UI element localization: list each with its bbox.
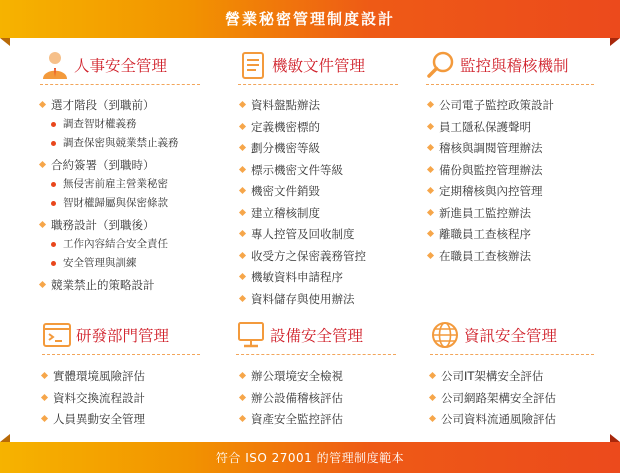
footer-fold-right [610,434,620,442]
list-item: 合約簽署（到職時） [40,158,179,172]
list-item: 競業禁止的策略設計 [40,278,179,292]
list-item: 機敏資料申請程序 [240,270,366,284]
personnel-section [40,50,210,310]
list-item: 離職員工查核程序 [428,227,554,241]
equipment-section [236,320,408,430]
banner-fold-right [610,38,620,46]
list-item: 機密文件銷毀 [240,184,366,198]
list-item: 備份與監控管理辦法 [428,163,554,177]
list-item: 收受方之保密義務管控 [240,249,366,263]
list-item: 建立稽核制度 [240,206,366,220]
list-item: 實體環境風險評估 [42,369,145,383]
list-item: 辦公設備稽核評估 [240,391,343,405]
equipment-title: 設備安全管理 [270,327,364,345]
list-item: 辦公環境安全檢視 [240,369,343,383]
rnd-title: 研發部門管理 [76,327,170,345]
monitoring-title: 監控與稽核機制 [460,57,569,75]
footer-text: 符合 ISO 27001 的管理制度範本 [215,451,405,465]
title-banner [0,0,620,38]
infosec-section [430,320,610,430]
documents-section [238,50,408,310]
list-subitem: 工作內容結合安全責任 [40,238,179,251]
footer-banner [0,442,620,473]
list-item: 職務設計（到職後） [40,218,179,232]
monitoring-section [426,50,606,310]
list-subitem: 安全管理與訓練 [40,257,179,270]
list-item: 公司網路架構安全評估 [430,391,556,405]
list-item: 定期稽核與內控管理 [428,184,554,198]
list-item: 新進員工監控辦法 [428,206,554,220]
rnd-section [42,320,212,430]
list-item: 員工隱私保護聲明 [428,120,554,134]
list-subitem: 無侵害前雇主營業秘密 [40,178,179,191]
banner-fold-left [0,38,10,46]
infosec-title: 資訊安全管理 [464,327,558,345]
list-item: 標示機密文件等級 [240,163,366,177]
list-item: 專人控管及回收制度 [240,227,366,241]
infosec-divider [430,354,594,355]
equipment-divider [236,354,396,355]
list-item: 資料盤點辦法 [240,98,366,112]
document-icon [238,50,268,80]
terminal-icon [42,320,72,350]
person-icon [40,50,70,80]
list-item: 選才階段（到職前） [40,98,179,112]
list-subitem: 調查智財權義務 [40,118,179,131]
documents-title: 機敏文件管理 [272,57,366,75]
monitor-icon [236,320,266,350]
list-item: 公司IT架構安全評估 [430,369,556,383]
list-item: 資料交換流程設計 [42,391,145,405]
personnel-title: 人事安全管理 [74,57,168,75]
footer-fold-left [0,434,10,442]
list-item: 劃分機密等級 [240,141,366,155]
list-item: 在職員工查核辦法 [428,249,554,263]
list-subitem: 智財權歸屬與保密條款 [40,197,179,210]
personnel-divider [40,84,200,85]
documents-divider [238,84,398,85]
globe-icon [430,320,460,350]
magnifier-icon [426,50,456,80]
list-item: 稽核與調閱管理辦法 [428,141,554,155]
list-item: 人員異動安全管理 [42,412,145,426]
list-item: 公司資料流通風險評估 [430,412,556,426]
list-item: 資料儲存與使用辦法 [240,292,366,306]
monitoring-divider [426,84,594,85]
list-subitem: 調查保密與競業禁止義務 [40,137,179,150]
page-title: 營業秘密管理制度設計 [224,10,395,28]
rnd-divider [42,354,200,355]
list-item: 資產安全監控評估 [240,412,343,426]
list-item: 公司電子監控政策設計 [428,98,554,112]
list-item: 定義機密標的 [240,120,366,134]
